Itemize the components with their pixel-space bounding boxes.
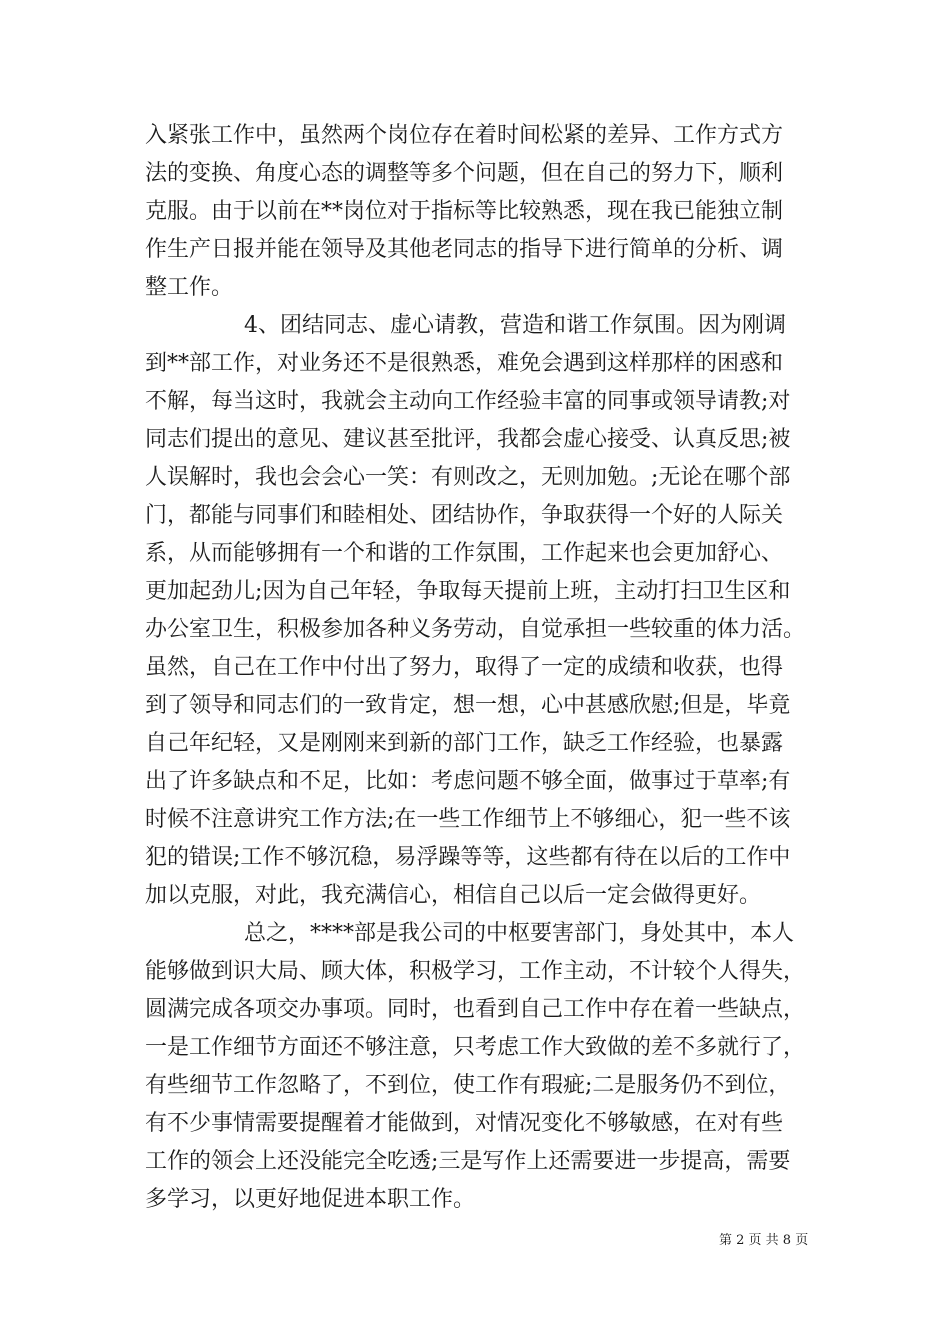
paragraph-line: 不解，每当这时，我就会主动向工作经验丰富的同事或领导请教;对 — [145, 389, 791, 414]
paragraph-line: 到了领导和同志们的一致肯定，想一想，心中甚感欣慰;但是，毕竟 — [145, 693, 791, 718]
page-footer: 第 2 页 共 8 页 — [719, 1233, 809, 1248]
paragraph-line: 人误解时，我也会会心一笑：有则改之，无则加勉。;无论在哪个部 — [145, 465, 791, 490]
paragraph-line: 入紧张工作中，虽然两个岗位存在着时间松紧的差异、工作方式方 — [145, 123, 784, 148]
paragraph-line: 整工作。 — [145, 275, 234, 300]
paragraph-line: 系，从而能够拥有一个和谐的工作氛围，工作起来也会更加舒心、 — [145, 541, 784, 566]
paragraph-line: 办公室卫生，积极参加各种义务劳动，自觉承担一些较重的体力活。 — [145, 617, 806, 642]
paragraph-line: 同志们提出的意见、建议甚至批评，我都会虚心接受、认真反思;被 — [145, 427, 791, 452]
paragraph-line: 克服。由于以前在**岗位对于指标等比较熟悉，现在我已能独立制 — [145, 199, 784, 224]
paragraph-line: 圆满完成各项交办事项。同时，也看到自己工作中存在着一些缺点， — [145, 997, 806, 1022]
paragraph-line: 自己年纪轻，又是刚刚来到新的部门工作，缺乏工作经验，也暴露 — [145, 731, 784, 756]
paragraph-line: 到**部工作，对业务还不是很熟悉，难免会遇到这样那样的困惑和 — [145, 351, 784, 376]
paragraph-line: 出了许多缺点和不足，比如：考虑问题不够全面，做事过于草率;有 — [145, 769, 791, 794]
paragraph-line: 4、团结同志、虚心请教，营造和谐工作氛围。因为刚调 — [244, 313, 786, 338]
paragraph-line: 时候不注意讲究工作方法;在一些工作细节上不够细心，犯一些不该 — [145, 807, 791, 832]
paragraph-line: 门，都能与同事们和睦相处、团结协作，争取获得一个好的人际关 — [145, 503, 784, 528]
paragraph-line: 总之，****部是我公司的中枢要害部门，身处其中，本人 — [244, 921, 795, 946]
paragraph-line: 法的变换、角度心态的调整等多个问题，但在自己的努力下，顺利 — [145, 161, 784, 186]
paragraph-line: 虽然，自己在工作中付出了努力，取得了一定的成绩和收获，也得 — [145, 655, 784, 680]
paragraph-line: 多学习，以更好地促进本职工作。 — [145, 1187, 476, 1212]
paragraph-line: 能够做到识大局、顾大体，积极学习，工作主动，不计较个人得失， — [145, 959, 806, 984]
paragraph-line: 加以克服，对此，我充满信心，相信自己以后一定会做得更好。 — [145, 883, 762, 908]
paragraph-line: 犯的错误;工作不够沉稳，易浮躁等等，这些都有待在以后的工作中 — [145, 845, 791, 870]
paragraph-line: 作生产日报并能在领导及其他老同志的指导下进行简单的分析、调 — [145, 237, 784, 262]
paragraph-line: 一是工作细节方面还不够注意，只考虑工作大致做的差不多就行了， — [145, 1035, 806, 1060]
paragraph-line: 更加起劲儿;因为自己年轻，争取每天提前上班，主动打扫卫生区和 — [145, 579, 791, 604]
paragraph-line: 有些细节工作忽略了，不到位，使工作有瑕疵;二是服务仍不到位， — [145, 1073, 791, 1098]
paragraph-line: 工作的领会上还没能完全吃透;三是写作上还需要进一步提高，需要 — [145, 1149, 791, 1174]
paragraph-line: 有不少事情需要提醒着才能做到，对情况变化不够敏感，在对有些 — [145, 1111, 784, 1136]
